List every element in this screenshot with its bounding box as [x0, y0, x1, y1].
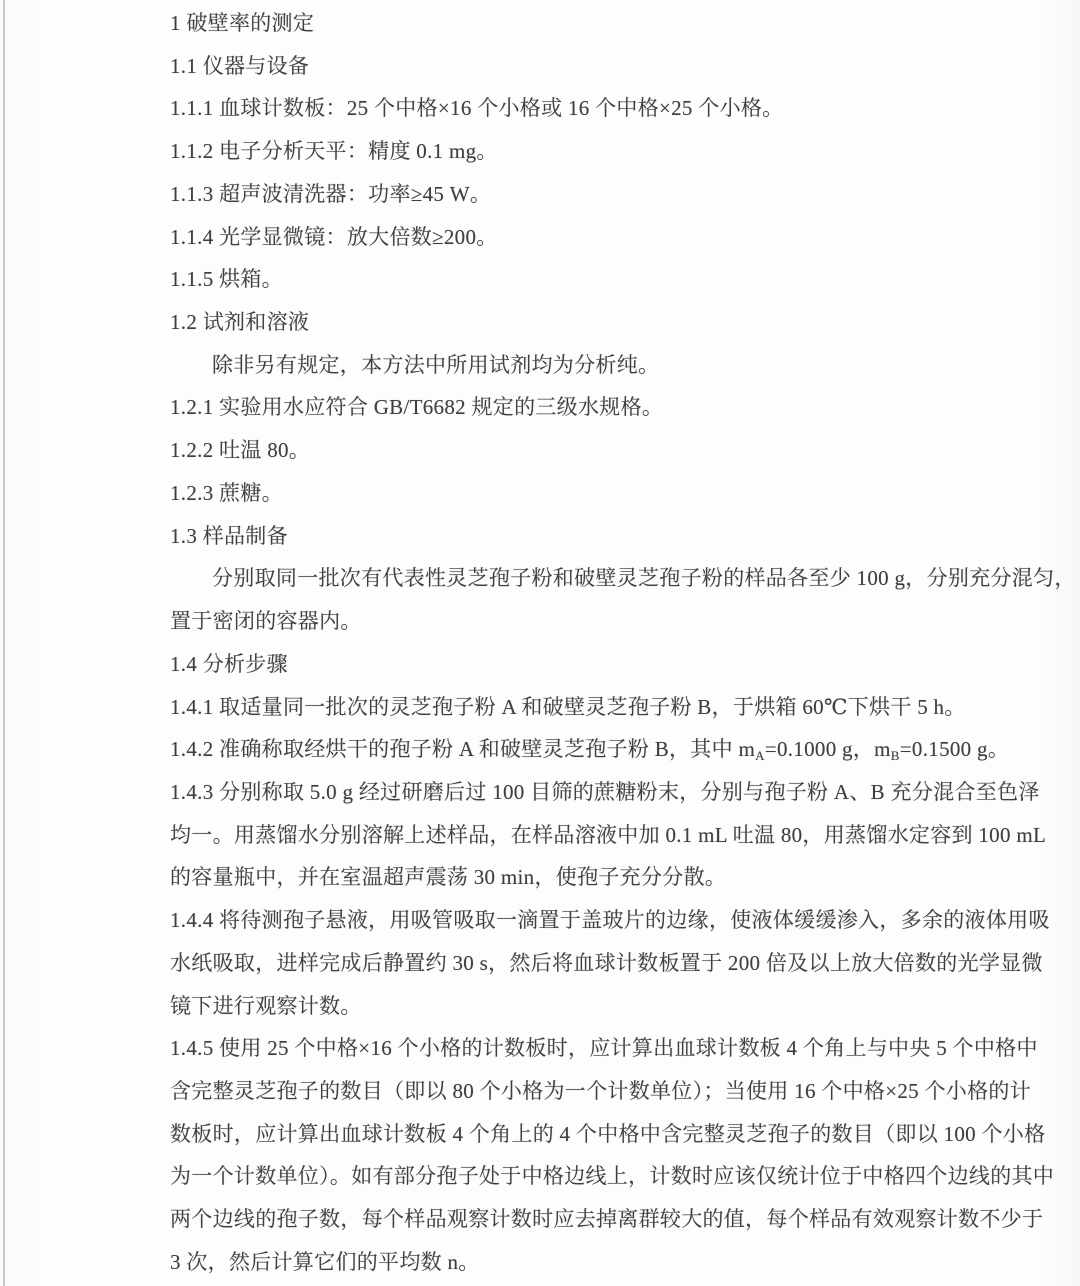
text-run: 数板时，应计算出血球计数板 4 个角上的 4 个中格中含完整灵芝孢子的数目（即以 100 个小格 [170, 1121, 1046, 1146]
text-line [170, 2, 960, 45]
subscript-text: A [755, 748, 765, 764]
text-line [170, 87, 960, 130]
text-line [170, 301, 960, 344]
subscript-text: B [890, 748, 900, 764]
text-run: 1.3 样品制备 [170, 523, 288, 548]
text-run: 含完整灵芝孢子的数目（即以 80 个小格为一个计数单位）；当使用 16 个中格×25 个小格的计 [170, 1078, 1031, 1103]
text-run: 1.4.3 分别称取 5.0 g 经过研磨后过 100 目筛的蔗糖粉末，分别与孢子粉 A、B 充分混合至色泽 [170, 779, 1040, 804]
text-run: 为一个计数单位）。如有部分孢子处于中格边线上，计数时应该仅统计位于中格四个边线的其中 [170, 1164, 1055, 1189]
text-line [170, 600, 960, 643]
text-run: 1.1.1 血球计数板：25 个中格×16 个小格或 16 个中格×25 个小格。 [170, 96, 784, 121]
text-run: 1.1.5 烘箱。 [170, 267, 283, 292]
text-line [170, 856, 960, 899]
text-line [170, 985, 960, 1028]
text-run: 1.4.5 使用 25 个中格×16 个小格的计数板时，应计算出血球计数板 4 个角上与中央 5 个中格中 [170, 1036, 1038, 1061]
text-run: 1.2.2 吐温 80。 [170, 438, 311, 463]
text-run: 置于密闭的容器内。 [170, 609, 362, 634]
text-run: 的容量瓶中，并在室温超声震荡 30 min，使孢子充分分散。 [170, 865, 727, 890]
text-line [170, 1070, 1031, 1113]
text-run: 1.1 仪器与设备 [170, 53, 310, 78]
text-line [170, 45, 960, 88]
text-run: 除非另有规定，本方法中所用试剂均为分析纯。 [212, 352, 660, 377]
text-line [170, 258, 960, 301]
text-run: 均一。用蒸馏水分别溶解上述样品，在样品溶液中加 0.1 mL 吐温 80，用蒸馏水定容到 100 mL [170, 822, 1047, 847]
text-run: =0.1500 g。 [899, 737, 1010, 762]
text-run: 1.1.2 电子分析天平：精度 0.1 mg。 [170, 139, 498, 164]
text-run: 1.1.4 光学显微镜：放大倍数≥200。 [170, 224, 498, 249]
text-line [170, 899, 1050, 942]
text-line [170, 557, 1076, 600]
text-line [170, 429, 960, 472]
text-line [170, 515, 960, 558]
text-run: 1.4.2 准确称取经烘干的孢子粉 A 和破壁灵芝孢子粉 B，其中 m [170, 737, 756, 762]
text-run: 两个边线的孢子数，每个样品观察计数时应去掉离群较大的值，每个样品有效观察计数不少于 [170, 1207, 1044, 1232]
text-line [170, 472, 960, 515]
text-line [170, 1113, 1046, 1156]
text-line [170, 1155, 1055, 1198]
text-run: 1.4 分析步骤 [170, 651, 288, 676]
text-line [170, 814, 1047, 857]
text-run: 1.2.1 实验用水应符合 GB/T6682 规定的三级水规格。 [170, 395, 664, 420]
text-run: 1.4.1 取适量同一批次的灵芝孢子粉 A 和破壁灵芝孢子粉 B，于烘箱 60℃下烘干 5 h。 [170, 694, 966, 719]
text-line [170, 216, 960, 259]
text-line [170, 942, 1043, 985]
text-line [170, 728, 1010, 771]
text-line [170, 686, 966, 729]
text-line [170, 386, 960, 429]
text-run: 3 次，然后计算它们的平均数 n。 [170, 1249, 480, 1274]
page-left-edge-rule [3, 0, 5, 1286]
text-run: 1 破壁率的测定 [170, 11, 315, 35]
text-run: 1.4.4 将待测孢子悬液，用吸管吸取一滴置于盖玻片的边缘，使液体缓缓渗入，多余的液体用吸 [170, 908, 1050, 933]
text-run: 1.2.3 蔗糖。 [170, 480, 283, 505]
text-line [170, 344, 960, 387]
text-line [170, 643, 960, 686]
text-line [170, 130, 960, 173]
text-line [170, 1241, 960, 1284]
document-content [170, 2, 1076, 1284]
text-run: 1.1.3 超声波清洗器：功率≥45 W。 [170, 181, 492, 206]
text-run: 分别取同一批次有代表性灵芝孢子粉和破壁灵芝孢子粉的样品各至少 100 g，分别充分混匀， [212, 566, 1076, 591]
text-line [170, 173, 960, 216]
text-run: 镜下进行观察计数。 [170, 993, 362, 1018]
text-run: 1.2 试剂和溶液 [170, 310, 310, 335]
text-line [170, 1027, 1038, 1070]
text-run: 水纸吸取，进样完成后静置约 30 s，然后将血球计数板置于 200 倍及以上放大倍数的光学显微 [170, 950, 1043, 975]
text-line [170, 771, 1040, 814]
text-run: =0.1000 g，m [764, 737, 891, 762]
text-line [170, 1198, 1044, 1241]
